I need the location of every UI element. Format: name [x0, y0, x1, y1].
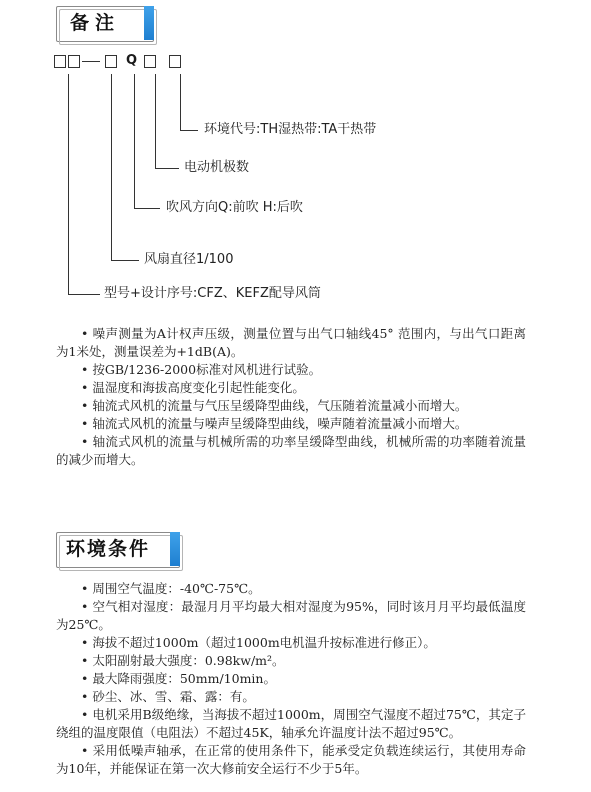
notes-heading: [56, 6, 160, 44]
leader-v-env: [180, 74, 181, 130]
legend-blow-direction: 吹风方向Q:前吹 H:后吹: [166, 200, 303, 215]
env-paragraph: • 砂尘、冰、雪、霜、露：有。: [81, 689, 255, 704]
code-box-4: [144, 55, 156, 68]
code-q: Q: [126, 53, 138, 68]
code-box-5: [169, 55, 181, 68]
env-paragraph: • 太阳副射最大强度：0.98kw/m²。: [81, 653, 285, 668]
note-paragraph: • 轴流式风机的流量与机械所需的功率呈缓降型曲线，机械所需的功率随着流量的减少而增大。: [56, 434, 526, 467]
leader-v-model: [68, 74, 69, 294]
leader-h-poles: [155, 168, 179, 169]
code-box-1: [54, 55, 66, 68]
legend-model-serial: 型号+设计序号:CFZ、KEFZ配导风筒: [104, 286, 321, 301]
env-paragraph: • 空气相对湿度：最湿月月平均最大相对湿度为95%，同时该月月平均最低温度为25℃。: [56, 599, 526, 632]
leader-v-direction: [134, 74, 135, 208]
env-paragraph: • 周围空气温度：-40℃-75℃。: [81, 581, 261, 596]
env-title: 环境条件: [66, 538, 151, 560]
leader-v-diameter: [111, 74, 112, 260]
env-paragraphs: [56, 580, 526, 778]
leader-h-model: [68, 294, 100, 295]
env-paragraph: • 电机采用B级绝缘，当海拔不超过1000m，周围空气湿度不超过75℃，其定子绕组的温度限值（电阻法）不超过45K，轴承允许温度计法不超过95℃。: [56, 707, 526, 740]
leader-h-diameter: [111, 260, 139, 261]
legend-motor-poles: 电动机极数: [184, 160, 250, 175]
code-box-3: [105, 55, 117, 68]
notes-paragraphs: [56, 325, 526, 469]
env-paragraph: • 海拔不超过1000m（超过1000m电机温升按标准进行修正）。: [81, 635, 436, 650]
legend-env-code: 环境代号:TH湿热带:TA干热带: [204, 122, 377, 137]
note-paragraph: • 轴流式风机的流量与气压呈缓降型曲线，气压随着流量减小而增大。: [81, 398, 468, 413]
code-dash: [82, 61, 100, 62]
leader-h-env: [180, 130, 198, 131]
leader-h-direction: [134, 208, 160, 209]
env-paragraph: • 采用低噪声轴承，在正常的使用条件下，能承受定负载连续运行，其使用寿命为10年，并能保证在第一次大修前安全运行不少于5年。: [56, 743, 526, 776]
leader-v-poles: [155, 74, 156, 168]
code-box-2: [68, 55, 80, 68]
notes-title: 备注: [70, 12, 121, 34]
heading-accent-tab: [170, 532, 180, 566]
env-heading: [56, 532, 186, 570]
note-paragraph: • 温湿度和海拔高度变化引起性能变化。: [81, 380, 305, 395]
note-paragraph: • 轴流式风机的流量与噪声呈缓降型曲线，噪声随着流量减小而增大。: [81, 416, 468, 431]
note-paragraph: • 按GB/1236-2000标准对风机进行试验。: [81, 362, 322, 377]
heading-accent-tab: [144, 6, 154, 40]
legend-fan-diameter: 风扇直径1/100: [144, 252, 234, 267]
note-paragraph: • 噪声测量为A计权声压级，测量位置与出气口轴线45° 范围内，与出气口距离为1米处，测量误差为+1dB(A)。: [56, 326, 526, 359]
env-paragraph: • 最大降雨强度：50mm/10min。: [81, 671, 276, 686]
